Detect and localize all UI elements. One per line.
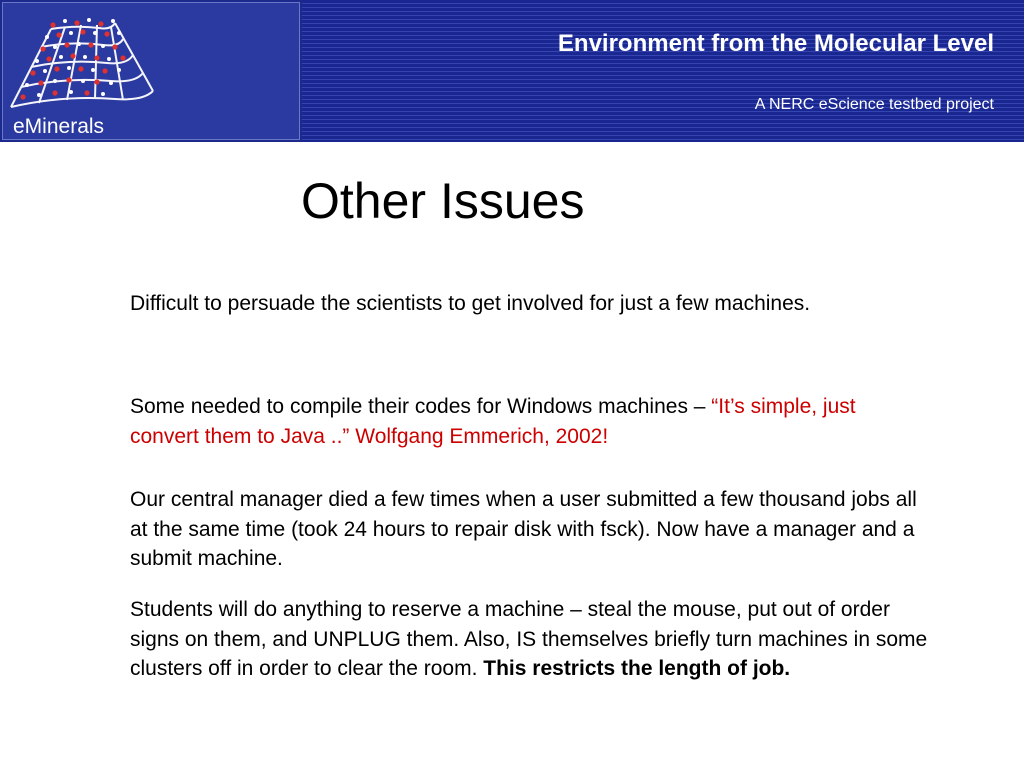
atom-dot xyxy=(94,79,99,84)
paragraph-windows-text: Some needed to compile their codes for Windows machines – xyxy=(130,395,712,418)
atom-dot xyxy=(69,31,73,35)
header-subtitle: A NERC eScience testbed project xyxy=(754,96,994,113)
atom-dot xyxy=(25,83,29,87)
atom-dot xyxy=(74,20,79,25)
atom-dot xyxy=(104,31,109,36)
atom-dot xyxy=(50,22,55,27)
atom-dot xyxy=(98,21,103,26)
atom-dot xyxy=(111,19,115,23)
atom-dot xyxy=(84,90,89,95)
atom-dot xyxy=(94,55,99,60)
atom-dot xyxy=(101,92,105,96)
atom-dot xyxy=(59,55,63,59)
header-title: Environment from the Molecular Level xyxy=(557,30,994,57)
atom-dot xyxy=(43,69,47,73)
atom-dot xyxy=(109,81,113,85)
atom-dot xyxy=(64,42,69,47)
atom-dot xyxy=(53,45,57,49)
atom-dot xyxy=(38,80,43,85)
atom-dot xyxy=(88,42,93,47)
atom-dot xyxy=(107,57,111,61)
logo-text: eMinerals xyxy=(13,115,105,138)
atom-dot xyxy=(35,59,39,63)
paragraph-central-manager: Our central manager died a few times when a user submitted a few thousand jobs all at the same time (took 24 hours to repair disk with fsck). Now have a manager and a submit machine. xyxy=(130,488,917,570)
atom-dot xyxy=(20,94,25,99)
atom-dot xyxy=(83,55,87,59)
paragraph-students xyxy=(130,595,930,684)
atom-dot xyxy=(80,29,85,34)
header-stripes xyxy=(302,0,1024,142)
atom-dot xyxy=(67,66,71,70)
header-banner xyxy=(0,0,1024,142)
atom-dot xyxy=(54,66,59,71)
atom-dot xyxy=(81,79,85,83)
atom-dot xyxy=(53,79,57,83)
atom-dot xyxy=(93,31,97,35)
paragraph-students-bold: This restricts the length of job. xyxy=(483,657,791,680)
atom-dot xyxy=(77,42,81,46)
atom-dot xyxy=(69,90,73,94)
slide-title: Other Issues xyxy=(301,173,585,229)
atom-dot xyxy=(101,44,105,48)
atom-dot xyxy=(45,35,49,39)
atom-dot xyxy=(70,53,75,58)
paragraph-persuade: Difficult to persuade the scientists to get involved for just a few machines. xyxy=(130,292,811,315)
atom-dot xyxy=(37,93,41,97)
atom-dot xyxy=(91,68,95,72)
atom-dot xyxy=(87,18,91,22)
atom-dot xyxy=(120,55,125,60)
atom-dot xyxy=(30,70,35,75)
logo xyxy=(2,2,300,140)
atom-dot xyxy=(117,68,121,72)
atom-dot xyxy=(112,44,117,49)
atom-dot xyxy=(66,77,71,82)
paragraph-windows xyxy=(130,392,920,451)
atom-dot xyxy=(40,46,45,51)
emmerich-quote: “It’s simple, just convert them to Java ..” Wolfgang Emmerich, 2002! xyxy=(130,395,856,448)
atom-dot xyxy=(46,56,51,61)
atom-dot xyxy=(117,31,121,35)
atom-dot xyxy=(56,32,61,37)
atom-dot xyxy=(52,90,57,95)
atom-dot xyxy=(78,66,83,71)
atom-dot xyxy=(102,68,107,73)
atom-dot xyxy=(63,19,67,23)
paragraph-students-text: Students will do anything to reserve a machine – steal the mouse, put out of order signs on them, and UNPLUG them. Also, IS themselves briefly turn machines in some clusters off in order to clear the room. xyxy=(130,598,928,680)
